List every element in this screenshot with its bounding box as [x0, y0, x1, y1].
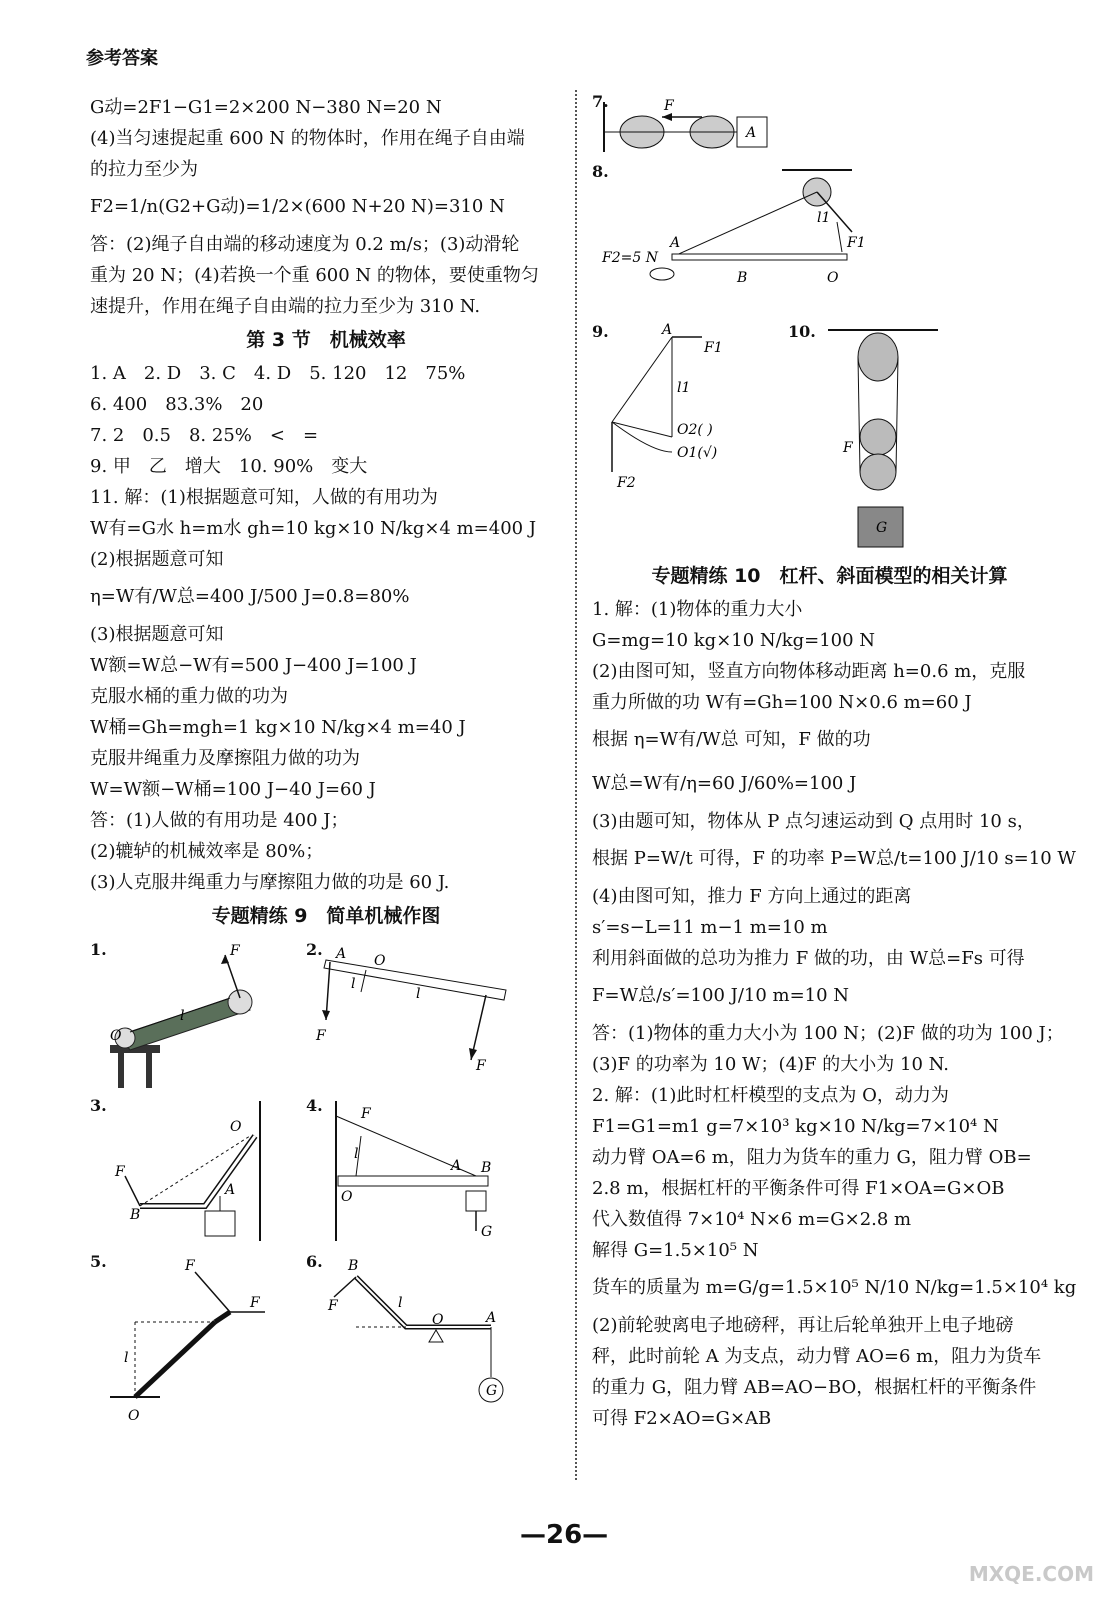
label-b: B — [737, 270, 748, 286]
label-f2: F2=5 N — [602, 250, 658, 266]
figure-2 — [306, 940, 546, 1090]
figure-8-drawing — [592, 162, 1067, 322]
figure-number: 3. — [90, 1096, 107, 1115]
answer-line: W桶=Gh=mgh=1 kg×10 N/kg×4 m=40 J — [90, 717, 466, 738]
svg-text:B: B — [348, 1258, 359, 1274]
label-f: F — [843, 440, 853, 456]
svg-text:l: l — [416, 986, 421, 1002]
figure-10-drawing — [788, 322, 958, 552]
answer-line: F1=G1=m1 g=7×10³ kg×10 N/kg=7×10⁴ N — [592, 1116, 999, 1137]
answer-line: 秤，此时前轮 A 为支点，动力臂 AO=6 m，阻力为货车 — [592, 1346, 1042, 1367]
section-title: 专题精练 10 杠杆、斜面模型的相关计算 — [651, 565, 1008, 587]
right-column — [592, 92, 1077, 1434]
answer-line: G动=2F1−G1=2×200 N−380 N=20 N — [90, 97, 442, 118]
answer-line: 动力臂 OA=6 m，阻力为货车的重力 G，阻力臂 OB= — [592, 1147, 1032, 1168]
section-title: 专题精练 9 简单机械作图 — [211, 905, 441, 927]
label-o: O — [827, 270, 839, 286]
answer-line: G=mg=10 kg×10 N/kg=100 N — [592, 630, 876, 651]
svg-text:F: F — [230, 943, 240, 959]
answer-line: 9. 甲 乙 增大 10. 90% 变大 — [90, 456, 368, 477]
figure-4 — [306, 1096, 546, 1246]
svg-text:A: A — [486, 1310, 497, 1326]
svg-text:G: G — [486, 1383, 498, 1399]
answer-line: s′=s−L=11 m−1 m=10 m — [592, 917, 828, 938]
figure-6-drawing — [306, 1252, 546, 1427]
answer-line: 1. 解：(1)物体的重力大小 — [592, 599, 803, 620]
answer-line: 克服井绳重力及摩擦阻力做的功为 — [90, 748, 360, 769]
figure-number: 8. — [592, 162, 609, 181]
label-a: A — [662, 322, 673, 338]
label-f2: F2 — [617, 475, 636, 491]
figure-number: 4. — [306, 1096, 323, 1115]
answer-line: 根据 P=W/t 可得，F 的功率 P=W总/t=100 J/10 s=10 W — [592, 848, 1076, 869]
svg-text:l: l — [351, 976, 356, 992]
answer-line: 克服水桶的重力做的功为 — [90, 686, 288, 707]
answer-line: 2.8 m，根据杠杆的平衡条件可得 F1×OA=G×OB — [592, 1178, 1005, 1199]
answer-line: W总=W有/η=60 J/60%=100 J — [592, 773, 857, 794]
svg-text:B: B — [481, 1160, 492, 1176]
answer-line: 利用斜面做的总功为推力 F 做的功，由 W总=Fs 可得 — [592, 948, 1025, 969]
figure-2-drawing — [306, 940, 546, 1090]
figure-8 — [592, 162, 1067, 322]
answer-line: 7. 2 0.5 8. 25% < = — [90, 425, 319, 446]
answer-line: (2)前轮驶离电子地磅秤，再让后轮单独开上电子地磅 — [592, 1315, 1014, 1336]
watermark: MXQE.COM — [968, 1562, 1094, 1586]
answer-line: η=W有/W总=400 J/500 J=0.8=80% — [90, 586, 410, 607]
label-f1: F1 — [704, 340, 723, 356]
column-divider — [575, 90, 577, 1480]
answer-line: (4)当匀速提起重 600 N 的物体时，作用在绳子自由端 — [90, 128, 525, 149]
svg-text:l: l — [398, 1295, 403, 1311]
answer-line: 重力所做的功 W有=Gh=100 N×0.6 m=60 J — [592, 692, 972, 713]
answer-line: W=W额−W桶=100 J−40 J=60 J — [90, 779, 376, 800]
left-column — [90, 92, 562, 1433]
figure-5-drawing — [90, 1252, 290, 1427]
answer-line: 1. A 2. D 3. C 4. D 5. 120 12 75% — [90, 363, 466, 384]
answer-line: (4)由图可知，推力 F 方向上通过的距离 — [592, 886, 912, 907]
svg-text:O: O — [432, 1312, 444, 1328]
answer-line: W额=W总−W有=500 J−400 J=100 J — [90, 655, 417, 676]
svg-text:l: l — [124, 1350, 129, 1366]
answer-line: (2)根据题意可知 — [90, 549, 224, 570]
figure-10 — [788, 322, 958, 552]
svg-text:A: A — [225, 1182, 236, 1198]
answer-line: (2)由图可知，竖直方向物体移动距离 h=0.6 m，克服 — [592, 661, 1026, 682]
label-o2: O2( ) — [677, 422, 713, 438]
figure-7-drawing — [592, 92, 1067, 162]
svg-text:O: O — [230, 1119, 242, 1135]
answer-line: 的拉力至少为 — [90, 159, 198, 180]
label-a: A — [670, 235, 681, 251]
svg-text:F: F — [185, 1258, 195, 1274]
label-l1: l1 — [677, 380, 691, 396]
answer-line: 根据 η=W有/W总 可知，F 做的功 — [592, 729, 871, 750]
svg-text:O: O — [341, 1189, 353, 1205]
svg-text:A: A — [451, 1158, 462, 1174]
svg-text:B: B — [130, 1207, 141, 1223]
svg-text:F: F — [328, 1298, 338, 1314]
svg-text:l: l — [180, 1008, 185, 1024]
answer-line: 代入数值得 7×10⁴ N×6 m=G×2.8 m — [592, 1209, 912, 1230]
answer-line: 的重力 G，阻力臂 AB=AO−BO，根据杠杆的平衡条件 — [592, 1377, 1037, 1398]
figure-9-drawing — [592, 322, 772, 552]
figure-number: 9. — [592, 322, 609, 341]
answer-line: (3)根据题意可知 — [90, 624, 224, 645]
svg-text:F: F — [476, 1058, 486, 1074]
answer-line: 11. 解：(1)根据题意可知，人做的有用功为 — [90, 487, 438, 508]
figure-number: 1. — [90, 940, 107, 959]
svg-text:G: G — [481, 1224, 493, 1240]
page-number: —26— — [520, 1520, 609, 1550]
figure-4-drawing — [306, 1096, 546, 1246]
label-o1: O1(√) — [677, 445, 718, 461]
answer-line: F=W总/s′=100 J/10 m=10 N — [592, 985, 850, 1006]
figure-3-drawing — [90, 1096, 290, 1246]
label-l1: l1 — [817, 210, 831, 226]
svg-text:F: F — [316, 1028, 326, 1044]
figure-1 — [90, 940, 290, 1090]
figure-7 — [592, 92, 1067, 162]
label-f1: F1 — [847, 235, 866, 251]
answer-line: 可得 F2×AO=G×AB — [592, 1408, 772, 1429]
answer-line: 解得 G=1.5×10⁵ N — [592, 1240, 759, 1261]
page-header: 参考答案 — [86, 48, 158, 69]
figure-5 — [90, 1252, 290, 1427]
answer-line: F2=1/n(G2+G动)=1/2×(600 N+20 N)=310 N — [90, 196, 505, 217]
answer-line: 答：(1)人做的有用功是 400 J； — [90, 810, 349, 831]
label-f: F — [664, 98, 674, 114]
answer-line: W有=G水 h=m水 gh=10 kg×10 N/kg×4 m=400 J — [90, 518, 537, 539]
svg-text:O: O — [374, 953, 386, 969]
answer-line: (2)辘轳的机械效率是 80%； — [90, 841, 324, 862]
answer-line: (3)F 的功率为 10 W；(4)F 的大小为 10 N. — [592, 1054, 949, 1075]
figure-number: 6. — [306, 1252, 323, 1271]
figure-3 — [90, 1096, 290, 1246]
svg-text:F: F — [115, 1164, 125, 1180]
svg-text:A: A — [336, 946, 347, 962]
figure-number: 5. — [90, 1252, 107, 1271]
answer-line: 速提升，作用在绳子自由端的拉力至少为 310 N. — [90, 296, 481, 317]
figure-number: 10. — [788, 322, 816, 341]
figure-9 — [592, 322, 772, 552]
svg-text:F: F — [250, 1295, 260, 1311]
answer-line: 2. 解：(1)此时杠杆模型的支点为 O，动力为 — [592, 1085, 949, 1106]
answer-line: 答：(1)物体的重力大小为 100 N；(2)F 做的功为 100 J； — [592, 1023, 1064, 1044]
svg-text:F: F — [361, 1106, 371, 1122]
answer-line: 重为 20 N；(4)若换一个重 600 N 的物体，要使重物匀 — [90, 265, 539, 286]
label-a: A — [746, 125, 757, 141]
answer-line: 货车的质量为 m=G/g=1.5×10⁵ N/10 N/kg=1.5×10⁴ kg — [592, 1277, 1077, 1298]
answer-line: (3)由题可知，物体从 P 点匀速运动到 Q 点用时 10 s， — [592, 811, 1035, 832]
answer-line: 答：(2)绳子自由端的移动速度为 0.2 m/s；(3)动滑轮 — [90, 234, 520, 255]
answer-line: (3)人克服井绳重力与摩擦阻力做的功是 60 J. — [90, 872, 450, 893]
section-title: 第 3 节 机械效率 — [246, 329, 406, 351]
figure-6 — [306, 1252, 546, 1427]
figure-number: 7. — [592, 92, 609, 111]
answer-line: 6. 400 83.3% 20 — [90, 394, 264, 415]
figure-1-drawing — [90, 940, 290, 1090]
svg-text:O: O — [110, 1028, 122, 1044]
svg-text:l: l — [354, 1146, 359, 1162]
label-g: G — [876, 520, 888, 536]
svg-text:O: O — [128, 1408, 140, 1424]
figure-number: 2. — [306, 940, 323, 959]
